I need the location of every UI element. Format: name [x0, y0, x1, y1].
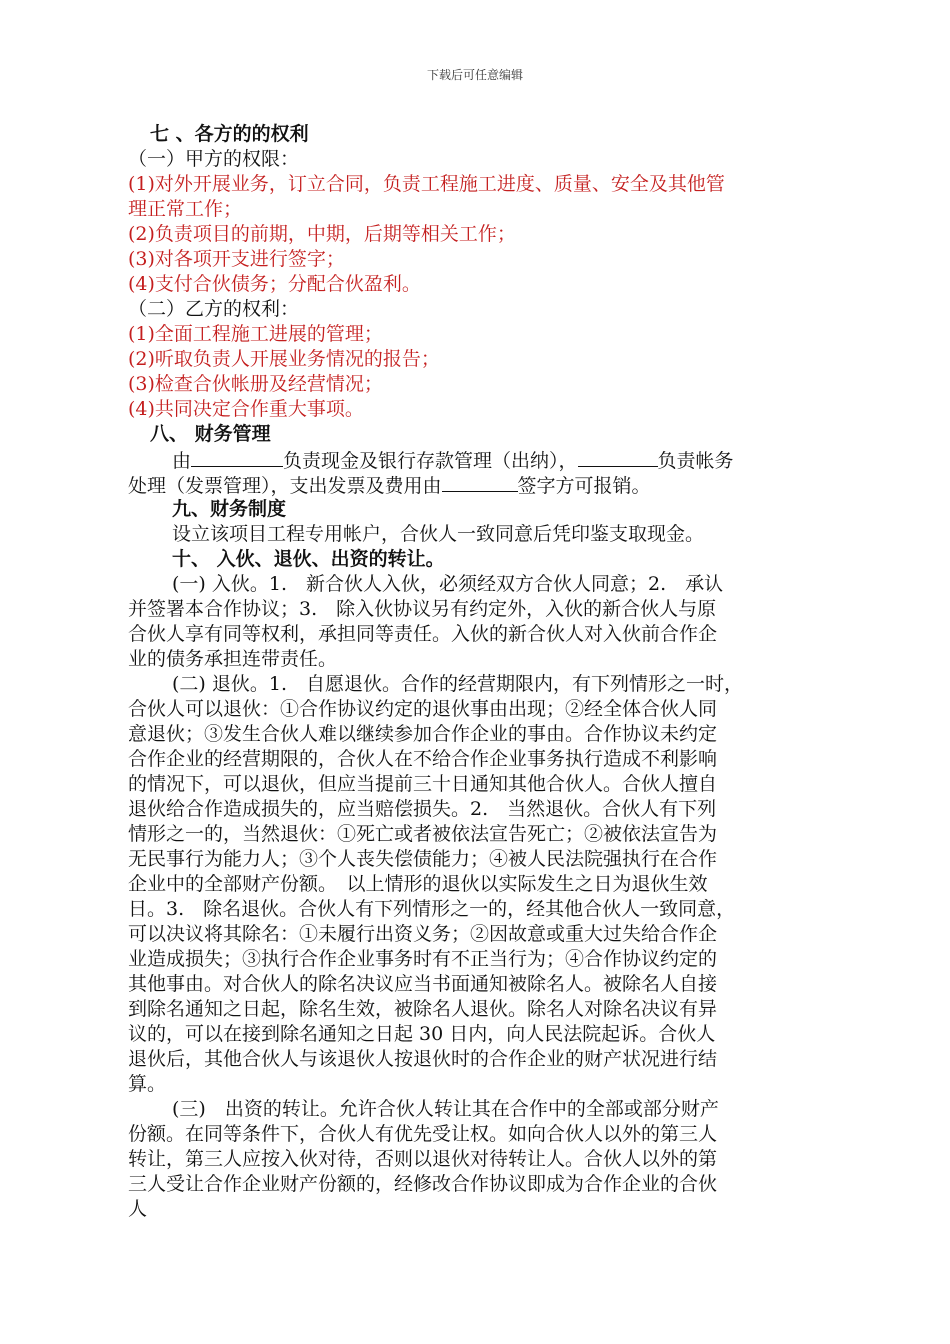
paragraph-line: (一) 入伙。1. 新合伙人入伙，必须经双方合伙人同意；2. 承认: [172, 573, 724, 595]
paragraph-line: 并签署本合作协议；3. 除入伙协议另有约定外，入伙的新合伙人与原: [128, 598, 717, 620]
party-b-item: (4)共同决定合作重大事项。: [128, 398, 364, 420]
party-b-item: (2)听取负责人开展业务情况的报告；: [128, 348, 440, 370]
section-9-title: 九、财务制度: [172, 498, 287, 520]
party-a-heading: （一）甲方的权限：: [128, 148, 300, 170]
paragraph-line: 无民事行为能力人；③个人丧失偿债能力；④被人民法院强执行在合作: [128, 848, 718, 870]
paragraph-withdrawal: [128, 672, 834, 1097]
paragraph-line: 三人受让合作企业财产份额的，经修改合作协议即成为合作企业的合伙: [128, 1173, 718, 1195]
paragraph-line: 退伙给合作造成损失的，应当赔偿损失。2. 当然退伙。合伙人有下列: [128, 798, 717, 820]
finance-line-2: [128, 472, 834, 497]
paragraph-line: 业造成损失；③执行合作企业事务时有不正当行为；④合作协议约定的: [128, 948, 718, 970]
paragraph-line: 议的，可以在接到除名通知之日起 30 日内，向人民法院起诉。合伙人: [128, 1023, 716, 1045]
paragraph-line: (二) 退伙。1. 自愿退伙。合作的经营期限内，有下列情形之一时，: [172, 673, 743, 695]
paragraph-line: 合伙人享有同等权利，承担同等责任。入伙的新合伙人对入伙前合作企: [128, 623, 718, 645]
section-10-title: 十、 入伙、退伙、出资的转让。: [172, 548, 445, 570]
party-b-item: (1)全面工程施工进展的管理；: [128, 323, 383, 345]
paragraph-line: 份额。在同等条件下，合伙人有优先受让权。如向合伙人以外的第三人: [128, 1123, 718, 1145]
paragraph-line: 转让，第三人应按入伙对待，否则以退伙对待转让人。合伙人以外的第: [128, 1148, 718, 1170]
paragraph-line: 算。: [128, 1073, 167, 1095]
paragraph-line: 其他事由。对合伙人的除名决议应当书面通知被除名人。被除名人自接: [128, 973, 718, 995]
paragraph-line: 的情况下，可以退伙，但应当提前三十日通知其他合伙人。合伙人擅自: [128, 773, 718, 795]
paragraph-line: 合作企业的经营期限的，合伙人在不给合作企业事务执行造成不利影响: [128, 748, 718, 770]
finance-line-1: [128, 447, 834, 472]
paragraph-line: 企业中的全部财产份额。 以上情形的退伙以实际发生之日为退伙生效: [128, 873, 708, 895]
section-8-title: 八、 财务管理: [150, 423, 271, 445]
party-b-heading: （二）乙方的权利：: [128, 298, 300, 320]
party-a-item: (4)支付合伙债务；分配合伙盈利。: [128, 273, 421, 295]
party-a-item: (2)负责项目的前期，中期，后期等相关工作；: [128, 223, 516, 245]
fill-blank-accounting: [578, 447, 658, 467]
party-a-item: 理正常工作；: [128, 198, 243, 220]
paragraph-line: 人: [128, 1198, 148, 1220]
page-header: 下载后可任意编辑: [426, 68, 523, 82]
finance-text: 处理（发票管理），支出发票及费用由: [128, 475, 442, 497]
paragraph-line: 情形之一的，当然退伙：①死亡或者被依法宣告死亡；②被依法宣告为: [128, 823, 718, 845]
finance-text: 由: [172, 450, 192, 472]
fill-blank-cashier: [191, 447, 283, 467]
finance-text: 负责现金及银行存款管理（出纳），: [283, 450, 578, 472]
paragraph-line: 退伙后，其他合伙人与该退伙人按退伙时的合作企业的财产状况进行结: [128, 1048, 718, 1070]
section-7-title: 七 、各方的的权利: [150, 123, 309, 145]
paragraph-line: 可以决议将其除名：①未履行出资义务；②因故意或重大过失给合作企: [128, 923, 718, 945]
party-a-item: (1)对外开展业务，订立合同，负责工程施工进度、质量、安全及其他管: [128, 173, 725, 195]
paragraph-line: 合伙人可以退伙：①合作协议约定的退伙事由出现；②经全体合伙人同: [128, 698, 718, 720]
finance-text: 签字方可报销。: [517, 475, 651, 497]
section-9-text: 设立该项目工程专用帐户，合伙人一致同意后凭印鉴支取现金。: [172, 523, 705, 545]
paragraph-line: 日。3. 除名退伙。合伙人有下列情形之一的，经其他合伙人一致同意，: [128, 898, 736, 920]
paragraph-transfer: [128, 1097, 834, 1222]
party-a-item: (3)对各项开支进行签字；: [128, 248, 345, 270]
fill-blank-signer: [442, 472, 518, 492]
paragraph-line: 业的债务承担连带责任。: [128, 648, 338, 670]
paragraph-line: (三) 出资的转让。允许合伙人转让其在合作中的全部或部分财产: [172, 1098, 719, 1120]
finance-text: 负责帐务: [657, 450, 734, 472]
paragraph-line: 到除名通知之日起，除名生效，被除名人退伙。除名人对除名决议有异: [128, 998, 718, 1020]
document-body: [128, 122, 834, 1222]
paragraph-joining: [128, 572, 834, 672]
paragraph-line: 意退伙；③发生合伙人难以继续参加合作企业的事由。合作协议未约定: [128, 723, 718, 745]
party-b-item: (3)检查合伙帐册及经营情况；: [128, 373, 383, 395]
